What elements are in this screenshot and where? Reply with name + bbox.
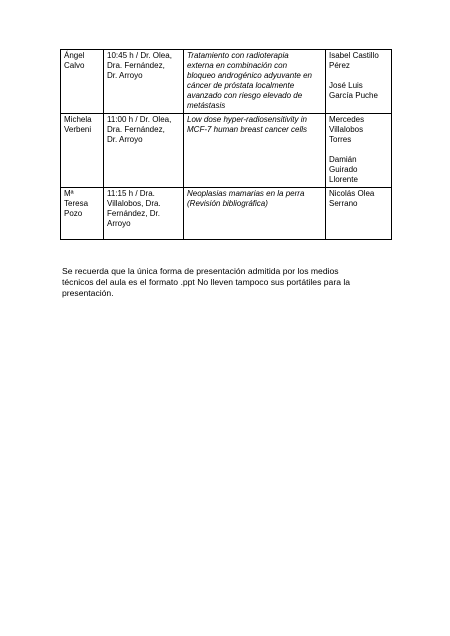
speaker-line: Calvo bbox=[64, 61, 85, 70]
time-tutors-line: 11:00 h / Dr. Olea, bbox=[107, 115, 172, 124]
presentation-format-note bbox=[62, 266, 382, 299]
time-tutors-cell bbox=[104, 114, 184, 188]
note-line: técnicos del aula es el formato .ppt No lleven tampoco sus portátiles para la bbox=[62, 277, 351, 287]
committee-line: Damián bbox=[329, 155, 357, 164]
title-line: Low dose hyper-radiosensitivity in bbox=[187, 115, 307, 124]
time-tutors-line: Villalobos, Dra. bbox=[107, 199, 161, 208]
time-tutors-cell bbox=[104, 50, 184, 114]
presentation-title-cell bbox=[184, 114, 326, 188]
time-tutors-line: Dra. Fernández, bbox=[107, 125, 165, 134]
committee-line: García Puche bbox=[329, 91, 378, 100]
schedule-row bbox=[61, 114, 392, 188]
committee-line: Llorente bbox=[329, 175, 358, 184]
committee-cell bbox=[326, 114, 392, 188]
committee-line: Serrano bbox=[329, 199, 358, 208]
schedule-row bbox=[61, 188, 392, 240]
time-tutors-line: Fernández, Dr. bbox=[107, 209, 160, 218]
committee-cell bbox=[326, 50, 392, 114]
note-line: presentación. bbox=[62, 288, 114, 298]
title-line: externa en combinación con bbox=[187, 61, 288, 70]
time-tutors-line: Dr. Arroyo bbox=[107, 71, 143, 80]
time-tutors-line: 10:45 h / Dr. Olea, bbox=[107, 51, 172, 60]
presentation-schedule-table bbox=[60, 49, 392, 240]
spacer bbox=[329, 71, 388, 81]
note-line: Se recuerda que la única forma de presentación admitida por los medios bbox=[62, 266, 339, 276]
committee-cell bbox=[326, 188, 392, 240]
title-line: Neoplasias mamarias en la perra bbox=[187, 189, 305, 198]
speaker-line: Verbeni bbox=[64, 125, 92, 134]
title-line: cáncer de próstata localmente bbox=[187, 81, 295, 90]
title-line: MCF-7 human breast cancer cells bbox=[187, 125, 308, 134]
time-tutors-line: Dr. Arroyo bbox=[107, 135, 143, 144]
speaker-line: Michela bbox=[64, 115, 92, 124]
time-tutors-cell bbox=[104, 188, 184, 240]
speaker-line: Pozo bbox=[64, 209, 83, 218]
presentation-title-cell bbox=[184, 50, 326, 114]
committee-line: Mercedes bbox=[329, 115, 365, 124]
time-tutors-line: Arroyo bbox=[107, 219, 131, 228]
committee-line: Guirado bbox=[329, 165, 358, 174]
speaker-line: Ángel bbox=[64, 51, 85, 60]
speaker-line: Teresa bbox=[64, 199, 89, 208]
committee-line: José Luis bbox=[329, 81, 363, 90]
title-line: avanzado con riesgo elevado de bbox=[187, 91, 303, 100]
spacer bbox=[329, 145, 388, 155]
committee-line: Torres bbox=[329, 135, 352, 144]
title-line: metástasis bbox=[187, 101, 226, 110]
committee-line: Villalobos bbox=[329, 125, 364, 134]
title-line: (Revisión bibliográfica) bbox=[187, 199, 268, 208]
presentation-title-cell bbox=[184, 188, 326, 240]
time-tutors-line: 11:15 h / Dra. bbox=[107, 189, 155, 198]
title-line: bloqueo androgénico adyuvante en bbox=[187, 71, 312, 80]
speaker-cell bbox=[61, 114, 104, 188]
committee-line: Pérez bbox=[329, 61, 350, 70]
speaker-line: Mª bbox=[64, 189, 74, 198]
title-line: Tratamiento con radioterapia bbox=[187, 51, 289, 60]
speaker-cell bbox=[61, 50, 104, 114]
committee-line: Nicolás Olea bbox=[329, 189, 375, 198]
schedule-row bbox=[61, 50, 392, 114]
time-tutors-line: Dra. Fernández, bbox=[107, 61, 165, 70]
speaker-cell bbox=[61, 188, 104, 240]
committee-line: Isabel Castillo bbox=[329, 51, 379, 60]
